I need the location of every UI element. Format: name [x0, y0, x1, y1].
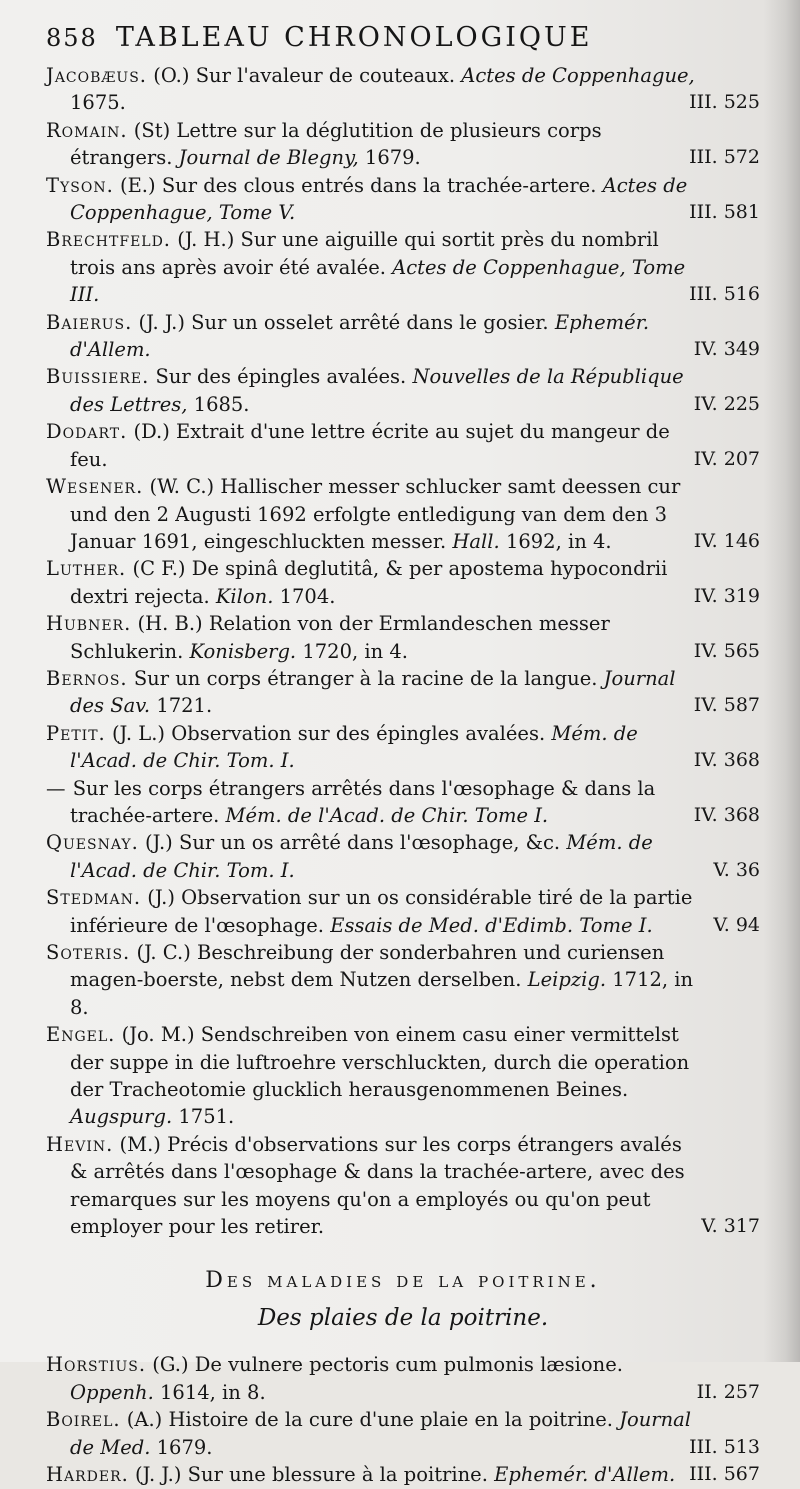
entry-author: Boirel. [46, 1408, 121, 1432]
bibliography-entry [46, 1021, 760, 1131]
entry-source: Actes de Coppenhague, Tome V. [70, 173, 688, 225]
entry-body [46, 418, 696, 473]
entry-body [46, 1021, 696, 1131]
entry-body [46, 1351, 696, 1406]
bibliography-entry [46, 939, 760, 1021]
entry-reference: IV. 207 [693, 447, 760, 470]
bibliography-entry [46, 226, 760, 308]
bibliography-entry [46, 720, 760, 775]
entry-source: Mém. de l'Acad. de Chir. Tom. I. [70, 721, 638, 773]
entry-source: Ephemér. d'Allem. [70, 310, 650, 362]
entry-body [46, 775, 696, 830]
entry-text: Sur un os arrêté dans l'œsophage, &c. [178, 831, 561, 855]
entry-reference: IV. 225 [693, 392, 760, 415]
entry-source: Konisberg. [189, 639, 297, 663]
entry-reference: IV. 565 [693, 639, 760, 662]
entry-text: Sur des clous entrés dans la trachée-artere. [161, 173, 597, 197]
bibliography-entry [46, 62, 760, 117]
bibliography-entry [46, 363, 760, 418]
entry-body [46, 610, 696, 665]
entry-initials: (H. B.) [137, 612, 203, 636]
entry-text: Sendschreiben von einem casu einer vermittelst der suppe in die luftroehre verschluckten, durch die operation der Tracheotomie glucklich herausgenommenen Beines. [70, 1023, 690, 1102]
bibliography-entry [46, 555, 760, 610]
entry-initials: (C F.) [132, 557, 186, 581]
entry-text: Sur une aiguille qui sortit près du nombril trois ans après avoir été avalée. [70, 228, 659, 279]
entry-body [46, 1406, 696, 1461]
entry-body [46, 939, 696, 1021]
entry-reference: II. 257 [696, 1380, 760, 1403]
entry-tail: 1712, in 8. [70, 968, 694, 1019]
entry-author: Romain. [46, 118, 128, 142]
entry-source: Mém. de l'Acad. de Chir. Tome I. [225, 803, 549, 827]
entry-author: Baierus. [46, 310, 133, 334]
entry-text: Histoire de la cure d'une plaie en la poitrine. [168, 1408, 613, 1432]
bibliography-entry [46, 884, 760, 939]
entry-body [46, 665, 696, 720]
bibliography-entry [46, 172, 760, 227]
section-subheading: Des plaies de la poitrine. [257, 1305, 549, 1332]
bibliography-entry [46, 775, 760, 830]
bibliography-entry [46, 1461, 760, 1488]
running-header [46, 22, 760, 54]
entry-tail: 1704. [279, 584, 336, 608]
entry-source: Journal des Sav. [70, 666, 676, 718]
entry-tail: 1679. [156, 1435, 213, 1459]
entry-reference: III. 516 [689, 283, 760, 306]
entry-author: Stedman. [46, 886, 142, 910]
entry-text: Extrait d'une lettre écrite au sujet du mangeur de feu. [70, 420, 670, 471]
section-heading: Des maladies de la poitrine. [205, 1268, 601, 1294]
entry-body [46, 363, 696, 418]
entry-body [46, 884, 696, 939]
entry-reference: IV. 319 [693, 584, 760, 607]
entry-text: Observation sur un os considérable tiré de la partie inférieure de l'œsophage. [70, 886, 693, 937]
entry-text: Observation sur des épingles avalées. [171, 721, 546, 745]
entry-body [46, 555, 696, 610]
entry-body [46, 473, 696, 555]
entry-text: Sur les corps étrangers arrêtés dans l'œsophage & dans la trachée-artere. [70, 776, 656, 827]
entry-list-2 [46, 1351, 760, 1488]
entry-author: Harder. [46, 1463, 129, 1487]
binding-shadow [764, 0, 800, 1362]
entry-reference: V. 94 [713, 913, 760, 936]
entry-tail: 1721. [156, 694, 213, 718]
entry-reference: IV. 587 [693, 694, 760, 717]
entry-body [46, 1131, 696, 1241]
bibliography-entry [46, 117, 760, 172]
entry-author: Petit. [46, 721, 106, 745]
entry-initials: (M.) [119, 1132, 161, 1156]
entry-body [46, 309, 696, 364]
entry-reference: III. 513 [689, 1435, 760, 1458]
entry-text: Précis d'observations sur les corps étrangers avalés & arrêtés dans l'œsophage & dans la trachée-artere, avec des remarques sur les moyens qu'on a employés ou qu'on peut employer pour les retirer. [70, 1132, 685, 1239]
entry-initials: (J. H.) [177, 228, 235, 252]
entry-source: Actes de Coppenhague, Tome III. [70, 255, 686, 307]
entry-author: Luther. [46, 557, 127, 581]
entry-reference: IV. 368 [693, 803, 760, 826]
entry-body [46, 226, 696, 308]
entry-reference: IV. 368 [693, 749, 760, 772]
entry-source: Oppenh. [70, 1380, 154, 1404]
entry-tail: 1692, in 4. [505, 529, 612, 553]
entry-text: De spinâ deglutitâ, & per apostema hypocondrii dextri rejecta. [70, 557, 668, 608]
entry-initials: (E.) [119, 173, 156, 197]
bibliography-entry [46, 309, 760, 364]
entry-reference: IV. 146 [693, 529, 760, 552]
entry-initials: (J. J.) [138, 310, 185, 334]
entry-initials: (J.) [147, 886, 175, 910]
bibliography-entry [46, 418, 760, 473]
entry-text: Hallischer messer schlucker samt deessen cur und den 2 Augusti 1692 erfolgte entledigung van dem den 3 Januar 1691, eingeschluckten messer. [70, 475, 681, 553]
entry-initials: (J. J.) [135, 1463, 182, 1487]
entry-source: Ephemér. d'Allem. [494, 1463, 676, 1487]
entry-source: Essais de Med. d'Edimb. Tome I. [330, 913, 653, 937]
entry-initials: (A.) [126, 1408, 163, 1432]
entry-body [46, 172, 696, 227]
entry-reference: V. 317 [701, 1215, 760, 1238]
entry-text: Sur un corps étranger à la racine de la langue. [133, 666, 598, 690]
entry-initials: (W. C.) [149, 475, 215, 499]
entry-text: Lettre sur la déglutition de plusieurs corps étrangers. [70, 118, 602, 170]
entry-tail: 1679. [364, 146, 421, 170]
entry-author: Tyson. [46, 173, 114, 197]
entry-author: Dodart. [46, 420, 128, 444]
page-number: 858 [46, 24, 98, 52]
entry-source: Journal de Blegny, [178, 146, 359, 170]
entry-initials: (G.) [152, 1353, 189, 1377]
bibliography-entry [46, 829, 760, 884]
entry-initials: (J. L.) [111, 721, 166, 745]
bibliography-entry [46, 1351, 760, 1406]
page-title: TABLEAU CHRONOLOGIQUE [115, 22, 593, 53]
entry-author: Engel. [46, 1023, 116, 1047]
entry-body [46, 720, 696, 775]
entry-author: Jacobæus. [46, 64, 148, 87]
entry-source: Augspurg. [70, 1105, 173, 1129]
entry-text: De vulnere pectoris cum pulmonis læsione. [194, 1353, 623, 1377]
bibliography-entry [46, 665, 760, 720]
entry-tail: 1614, in 8. [160, 1380, 266, 1404]
entry-source: Mém. de l'Acad. de Chir. Tom. I. [70, 831, 653, 882]
entry-text: Sur une blessure à la poitrine. [187, 1463, 488, 1487]
entry-initials: (Jo. M.) [121, 1023, 195, 1047]
entry-text: Sur un osselet arrêté dans le gosier. [191, 310, 549, 334]
entry-author: Quesnay. [46, 831, 139, 855]
entry-initials: (J. C.) [136, 941, 191, 964]
entry-tail: 1720, in 4. [302, 639, 408, 663]
entry-reference: IV. 349 [693, 338, 760, 361]
entry-text: Beschreibung der sonderbahren und curiensen magen-boerste, nebst dem Nutzen derselben. [70, 941, 665, 992]
entry-author: Brechtfeld. [46, 228, 172, 252]
entry-author: Soteris. [46, 941, 131, 964]
entry-source: Journal de Med. [70, 1408, 692, 1459]
entry-text: Sur l'avaleur de couteaux. [195, 64, 456, 87]
entry-author: Bernos. [46, 666, 128, 690]
entry-author: Wesener. [46, 475, 144, 499]
entry-source: Nouvelles de la République des Lettres, [70, 365, 684, 416]
entry-initials: (D.) [133, 420, 170, 444]
entry-text: Sur des épingles avalées. [155, 365, 407, 389]
entry-author: Hevin. [46, 1132, 114, 1156]
entry-reference: III. 525 [689, 91, 760, 114]
entry-author: Hubner. [46, 612, 132, 636]
entry-tail: 1751. [178, 1105, 235, 1129]
entry-author: Horstius. [46, 1353, 147, 1377]
bibliography-entry [46, 610, 760, 665]
entry-source: Leipzig. [527, 968, 607, 992]
entry-reference: V. 36 [713, 858, 760, 881]
entry-source: Kilon. [215, 584, 274, 608]
bibliography-entry [46, 1131, 760, 1241]
entry-reference: III. 567 [689, 1463, 760, 1486]
entry-body [46, 117, 696, 172]
entry-initials: (St) [133, 118, 171, 142]
entry-source: Hall. [452, 529, 500, 553]
entry-tail: 1685. [193, 392, 250, 416]
entry-text: Relation von der Ermlandeschen messer Schlukerin. [70, 612, 610, 663]
entry-reference: III. 572 [689, 146, 760, 169]
entry-source: Actes de Coppenhague, [461, 64, 695, 87]
entry-initials: (J.) [145, 831, 173, 855]
entry-author: — [46, 776, 67, 800]
entry-initials: (O.) [153, 64, 190, 87]
bibliography-entry [46, 1406, 760, 1461]
entry-list [46, 62, 760, 1240]
entry-body [46, 1461, 696, 1488]
entry-tail: 1675. [70, 91, 126, 115]
entry-reference: III. 581 [689, 201, 760, 224]
entry-author: Buissiere. [46, 365, 150, 389]
bibliography-entry [46, 473, 760, 555]
entry-body [46, 62, 696, 117]
entry-body [46, 829, 696, 884]
